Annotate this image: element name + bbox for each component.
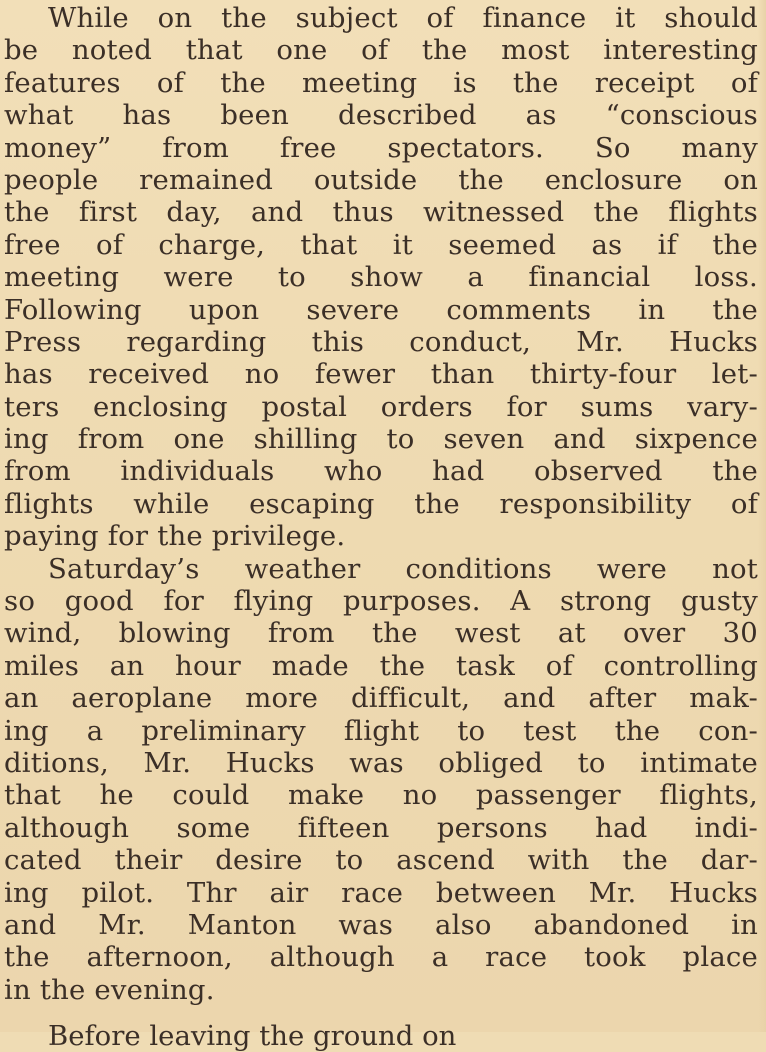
- article-line: in the evening.: [4, 973, 215, 1006]
- article-line: be noted that one of the most interesting: [4, 34, 758, 67]
- article-line: an aeroplane more difficult, and after mak-: [4, 682, 758, 715]
- article-line: ing a preliminary flight to test the con-: [4, 714, 758, 747]
- article-line: has received no fewer than thirty-four let-: [4, 358, 758, 391]
- article-line: flights while escaping the responsibility of: [4, 487, 758, 520]
- article-line: so good for flying purposes. A strong gusty: [4, 585, 758, 618]
- article-line: ters enclosing postal orders for sums vary-: [4, 390, 758, 423]
- article-line: the afternoon, although a race took place: [4, 941, 758, 974]
- article-line: ing pilot. Thr air race between Mr. Hucks: [4, 876, 758, 909]
- article-line: and Mr. Manton was also abandoned in: [4, 908, 758, 941]
- article-line: although some fifteen persons had indi-: [4, 811, 758, 844]
- article-line: people remained outside the enclosure on: [4, 163, 758, 196]
- article-line: paying for the privilege.: [4, 520, 346, 553]
- article-line: miles an hour made the task of controlling: [4, 649, 758, 682]
- article-line: Press regarding this conduct, Mr. Hucks: [4, 325, 758, 358]
- article-line: features of the meeting is the receipt of: [4, 66, 758, 99]
- article-line: ing from one shilling to seven and sixpence: [4, 423, 758, 456]
- article-line: money” from free spectators. So many: [4, 131, 758, 164]
- article-column: [4, 2, 758, 1006]
- article-line: cated their desire to ascend with the dar-: [4, 844, 758, 877]
- article-line: Saturday’s weather conditions were not: [48, 552, 758, 585]
- article-line: the first day, and thus witnessed the flights: [4, 196, 758, 229]
- clipping-edge: [758, 0, 766, 1032]
- article-line: ditions, Mr. Hucks was obliged to intimate: [4, 746, 758, 779]
- article-line: that he could make no passenger flights,: [4, 779, 758, 812]
- article-line: While on the subject of finance it should: [48, 2, 758, 34]
- article-line: free of charge, that it seemed as if the: [4, 228, 758, 261]
- article-line: what has been described as “conscious: [4, 99, 758, 132]
- article-line: wind, blowing from the west at over 30: [4, 617, 758, 650]
- article-line: from individuals who had observed the: [4, 455, 758, 488]
- next-paragraph-fragment: [4, 1020, 464, 1052]
- article-line: meeting were to show a financial loss.: [4, 261, 758, 294]
- article-line: Following upon severe comments in the: [4, 293, 758, 326]
- next-paragraph-text: Before leaving the ground on: [48, 1020, 457, 1052]
